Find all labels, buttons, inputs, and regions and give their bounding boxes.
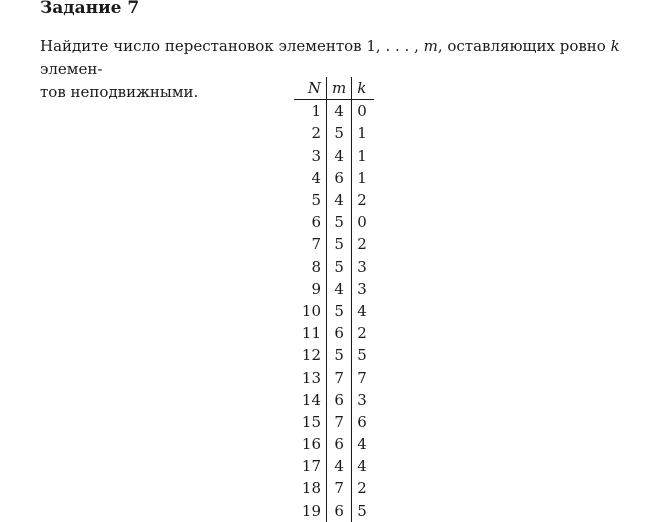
math-var-m: m bbox=[423, 37, 438, 55]
cell-n: 19 bbox=[301, 501, 321, 520]
table-row bbox=[294, 211, 374, 233]
table-row bbox=[294, 433, 374, 455]
cell-k: 4 bbox=[357, 457, 367, 476]
cell-n: 13 bbox=[301, 368, 321, 387]
problem-text-start: Найдите число перестановок элементов bbox=[40, 37, 367, 55]
cell-m: 4 bbox=[327, 145, 352, 167]
cell-k: 6 bbox=[357, 412, 367, 431]
cell-m: 7 bbox=[327, 366, 352, 388]
cell-m: 5 bbox=[327, 233, 352, 255]
table-row bbox=[294, 322, 374, 344]
cell-m: 4 bbox=[327, 100, 352, 123]
cell-n: 9 bbox=[311, 279, 321, 298]
cell-m: 6 bbox=[327, 389, 352, 411]
cell-m: 4 bbox=[327, 278, 352, 300]
cell-m: 5 bbox=[327, 256, 352, 278]
cell-k: 4 bbox=[357, 301, 367, 320]
cell-k: 2 bbox=[357, 324, 367, 343]
table-row bbox=[294, 411, 374, 433]
problem-text-middle: , оставляющих ровно bbox=[437, 37, 611, 55]
cell-k: 5 bbox=[357, 346, 367, 365]
problem-text-end: элемен- bbox=[40, 60, 103, 78]
cell-n: 16 bbox=[301, 435, 321, 454]
table-row bbox=[294, 455, 374, 477]
cell-k: 1 bbox=[357, 124, 367, 143]
cell-m: 5 bbox=[327, 344, 352, 366]
table-row bbox=[294, 167, 374, 189]
cell-n: 6 bbox=[311, 213, 321, 232]
column-header-k: k bbox=[352, 77, 375, 100]
cell-k: 5 bbox=[357, 501, 367, 520]
cell-k: 2 bbox=[357, 191, 367, 210]
cell-k: 1 bbox=[357, 168, 367, 187]
cell-k: 3 bbox=[357, 257, 367, 276]
cell-k: 4 bbox=[357, 435, 367, 454]
cell-n: 2 bbox=[311, 124, 321, 143]
table-row bbox=[294, 366, 374, 388]
cell-m: 5 bbox=[327, 211, 352, 233]
cell-n: 18 bbox=[301, 479, 321, 498]
cell-k: 3 bbox=[357, 279, 367, 298]
variants-table bbox=[294, 77, 374, 522]
cell-n: 1 bbox=[311, 102, 321, 121]
cell-k: 0 bbox=[357, 213, 367, 232]
cell-n: 10 bbox=[301, 301, 321, 320]
table-header-row bbox=[294, 77, 374, 100]
cell-k: 2 bbox=[357, 479, 367, 498]
cell-m: 7 bbox=[327, 477, 352, 499]
table-body bbox=[294, 100, 374, 522]
column-header-m: m bbox=[327, 77, 352, 100]
cell-k: 7 bbox=[357, 368, 367, 387]
table-row bbox=[294, 344, 374, 366]
cell-m: 4 bbox=[327, 189, 352, 211]
cell-k: 3 bbox=[357, 390, 367, 409]
cell-n: 4 bbox=[311, 168, 321, 187]
set-start: 1, . . . , bbox=[366, 37, 424, 55]
cell-n: 14 bbox=[301, 390, 321, 409]
cell-k: 0 bbox=[357, 102, 367, 121]
table-row bbox=[294, 122, 374, 144]
cell-n: 8 bbox=[311, 257, 321, 276]
cell-m: 6 bbox=[327, 167, 352, 189]
cell-m: 6 bbox=[327, 322, 352, 344]
table-row bbox=[294, 233, 374, 255]
cell-n: 12 bbox=[301, 346, 321, 365]
table-row bbox=[294, 256, 374, 278]
cell-k: 1 bbox=[357, 146, 367, 165]
table-row bbox=[294, 278, 374, 300]
cell-n: 15 bbox=[301, 412, 321, 431]
cell-n: 3 bbox=[311, 146, 321, 165]
table-row bbox=[294, 389, 374, 411]
cell-n: 5 bbox=[311, 191, 321, 210]
cell-m: 5 bbox=[327, 122, 352, 144]
table-row bbox=[294, 100, 374, 123]
table-row bbox=[294, 145, 374, 167]
cell-n: 7 bbox=[311, 235, 321, 254]
cell-n: 17 bbox=[301, 457, 321, 476]
column-header-n: N bbox=[294, 77, 327, 100]
table-row bbox=[294, 500, 374, 522]
table-row bbox=[294, 477, 374, 499]
cell-n: 11 bbox=[301, 324, 321, 343]
cell-m: 5 bbox=[327, 300, 352, 322]
table-row bbox=[294, 300, 374, 322]
table-row bbox=[294, 189, 374, 211]
problem-text-line2: тов неподвижными. bbox=[40, 83, 199, 101]
cell-m: 6 bbox=[327, 433, 352, 455]
math-var-k: k bbox=[610, 37, 620, 55]
task-heading: Задание 7 bbox=[40, 0, 140, 18]
cell-k: 2 bbox=[357, 235, 367, 254]
cell-m: 4 bbox=[327, 455, 352, 477]
cell-m: 6 bbox=[327, 500, 352, 522]
cell-m: 7 bbox=[327, 411, 352, 433]
